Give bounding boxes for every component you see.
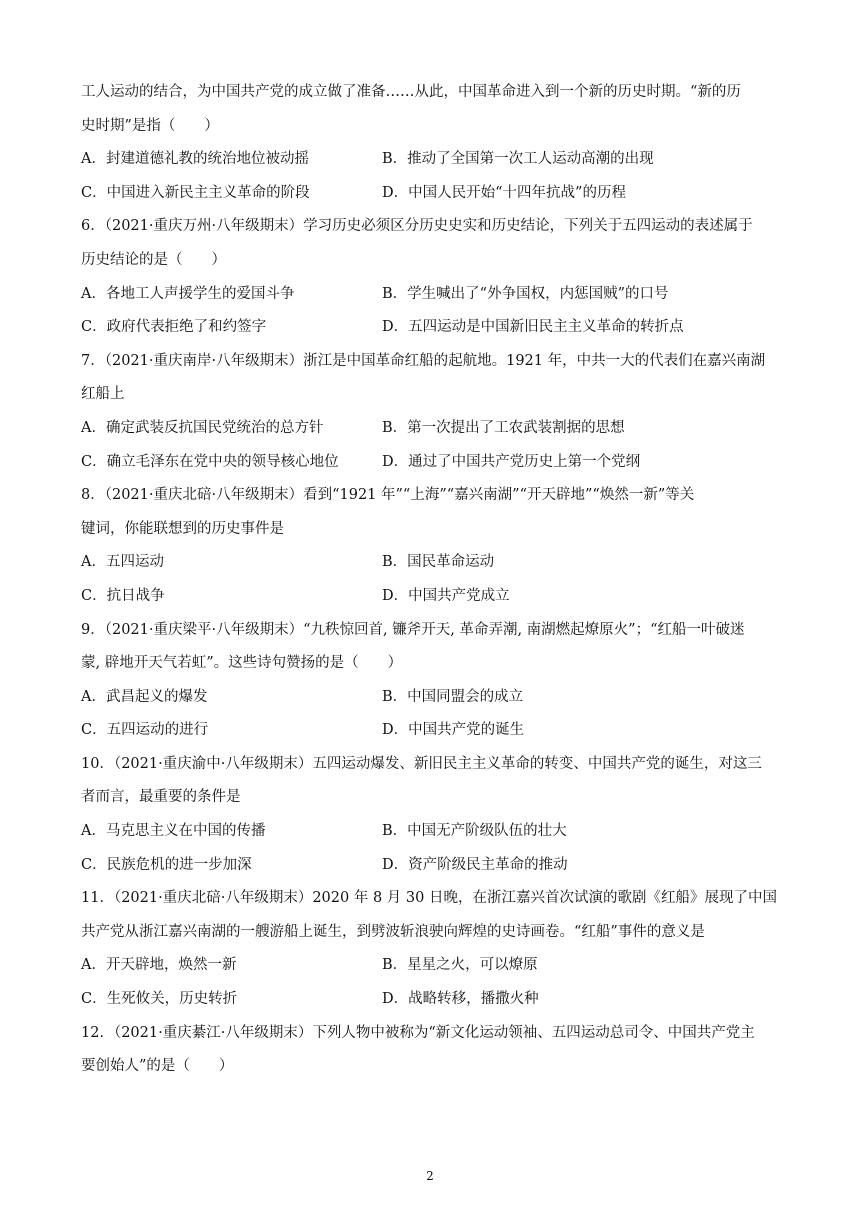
question-stem-line: 蒙, 辟地开天气若虹”。这些诗句赞扬的是（ ） [81,655,403,672]
option-c: C．生死攸关，历史转折 [81,991,238,1008]
options-row [81,317,781,337]
question-stem-line: 9．（2021·重庆梁平·八年级期末）“九秩惊回首, 镰斧开天, 革命弄潮, 南湖燃起燎原火”；“红船一叶破迷 [81,621,745,638]
question-stem-line: 历史结论的是（ ） [81,251,226,268]
options-row [81,720,781,740]
option-a: A．马克思主义在中国的传播 [81,823,266,840]
question-stem-line: 红船上 [81,386,125,403]
option-b: B．中国同盟会的成立 [382,688,524,705]
question-stem-line: 6．（2021·重庆万州·八年级期末）学习历史必须区分历史史实和历史结论，下列关于五四运动的表述属于 [81,218,753,235]
options-row [81,149,781,169]
option-b: B．星星之火，可以燎原 [382,957,538,974]
question-stem-line: 8．（2021·重庆北碚·八年级期末）看到“1921 年”“上海”“嘉兴南湖”“开天辟地”“焕然一新”等关 [81,487,695,504]
question-6 [81,216,781,337]
options-row [81,452,781,472]
option-a: A．武昌起义的爆发 [81,688,208,705]
option-d: D．中国人民开始“十四年抗战”的历程 [382,184,626,201]
question-stem-line: 要创始人”的是（ ） [81,1058,234,1075]
options-row [81,687,781,707]
options-row [81,989,781,1009]
option-d: D．战略转移，播撒火种 [382,991,539,1008]
question-stem-line: 7．（2021·重庆南岸·八年级期末）浙江是中国革命红船的起航地。1921 年，中共一大的代表们在嘉兴南湖 [81,352,766,369]
option-c: C．抗日战争 [81,587,165,604]
question-stem-line: 者而言，最重要的条件是 [81,789,241,806]
question-5-continuation [81,82,781,203]
question-stem-line: 共产党从浙江嘉兴南湖的一艘游船上诞生，到劈波斩浪驶向辉煌的史诗画卷。“红船”事件的意义是 [81,923,705,940]
options-row [81,955,781,975]
question-11 [81,888,781,1009]
option-a: A．封建道德礼教的统治地位被动摇 [81,151,309,168]
option-c: C．政府代表拒绝了和约签字 [81,319,267,336]
question-8 [81,485,781,606]
question-stem-line: 10．（2021·重庆渝中·八年级期末）五四运动爆发、新旧民主主义革命的转变、中国共产党的诞生，对这三 [81,755,762,772]
options-row [81,418,781,438]
option-c: C．五四运动的进行 [81,722,209,739]
question-7 [81,351,781,472]
option-b: B．国民革命运动 [382,554,495,571]
option-d: D．中国共产党的诞生 [382,722,525,739]
option-c: C．民族危机的进一步加深 [81,856,252,873]
option-c: C．确立毛泽东在党中央的领导核心地位 [81,453,339,470]
question-12 [81,1023,781,1077]
question-stem-line: 键词，你能联想到的历史事件是 [81,520,284,537]
question-10 [81,754,781,875]
options-row [81,821,781,841]
option-a: A．各地工人声援学生的爱国斗争 [81,285,295,302]
option-a: A．确定武装反抗国民党统治的总方针 [81,419,324,436]
options-row [81,586,781,606]
page-number: 2 [426,1169,434,1183]
question-stem-line: 史时期”是指（ ） [81,117,219,134]
option-b: B．第一次提出了工农武装割据的思想 [382,419,625,436]
option-d: D．资产阶级民主革命的推动 [382,856,568,873]
option-d: D．五四运动是中国新旧民主主义革命的转折点 [382,319,684,336]
option-b: B．中国无产阶级队伍的壮大 [382,823,567,840]
options-row [81,552,781,572]
option-d: D．通过了中国共产党历史上第一个党纲 [382,453,641,470]
page-content [81,82,781,1090]
options-row [81,284,781,304]
question-9 [81,620,781,741]
option-d: D．中国共产党成立 [382,587,510,604]
options-row [81,855,781,875]
question-stem-line: 工人运动的结合，为中国共产党的成立做了准备……从此，中国革命进入到一个新的历史时期。“新的历 [81,84,741,100]
option-a: A．五四运动 [81,554,164,571]
option-c: C．中国进入新民主主义革命的阶段 [81,184,310,201]
options-row [81,183,781,203]
question-stem-line: 12．（2021·重庆綦江·八年级期末）下列人物中被称为“新文化运动领袖、五四运动总司令、中国共产党主 [81,1024,755,1041]
option-b: B．学生喊出了“外争国权，内惩国贼”的口号 [382,285,669,302]
option-a: A．开天辟地，焕然一新 [81,957,237,974]
question-stem-line: 11．（2021·重庆北碚·八年级期末）2020 年 8 月 30 日晚，在浙江嘉兴首次试演的歌剧《红船》展现了中国 [81,890,777,907]
option-b: B．推动了全国第一次工人运动高潮的出现 [382,151,654,168]
